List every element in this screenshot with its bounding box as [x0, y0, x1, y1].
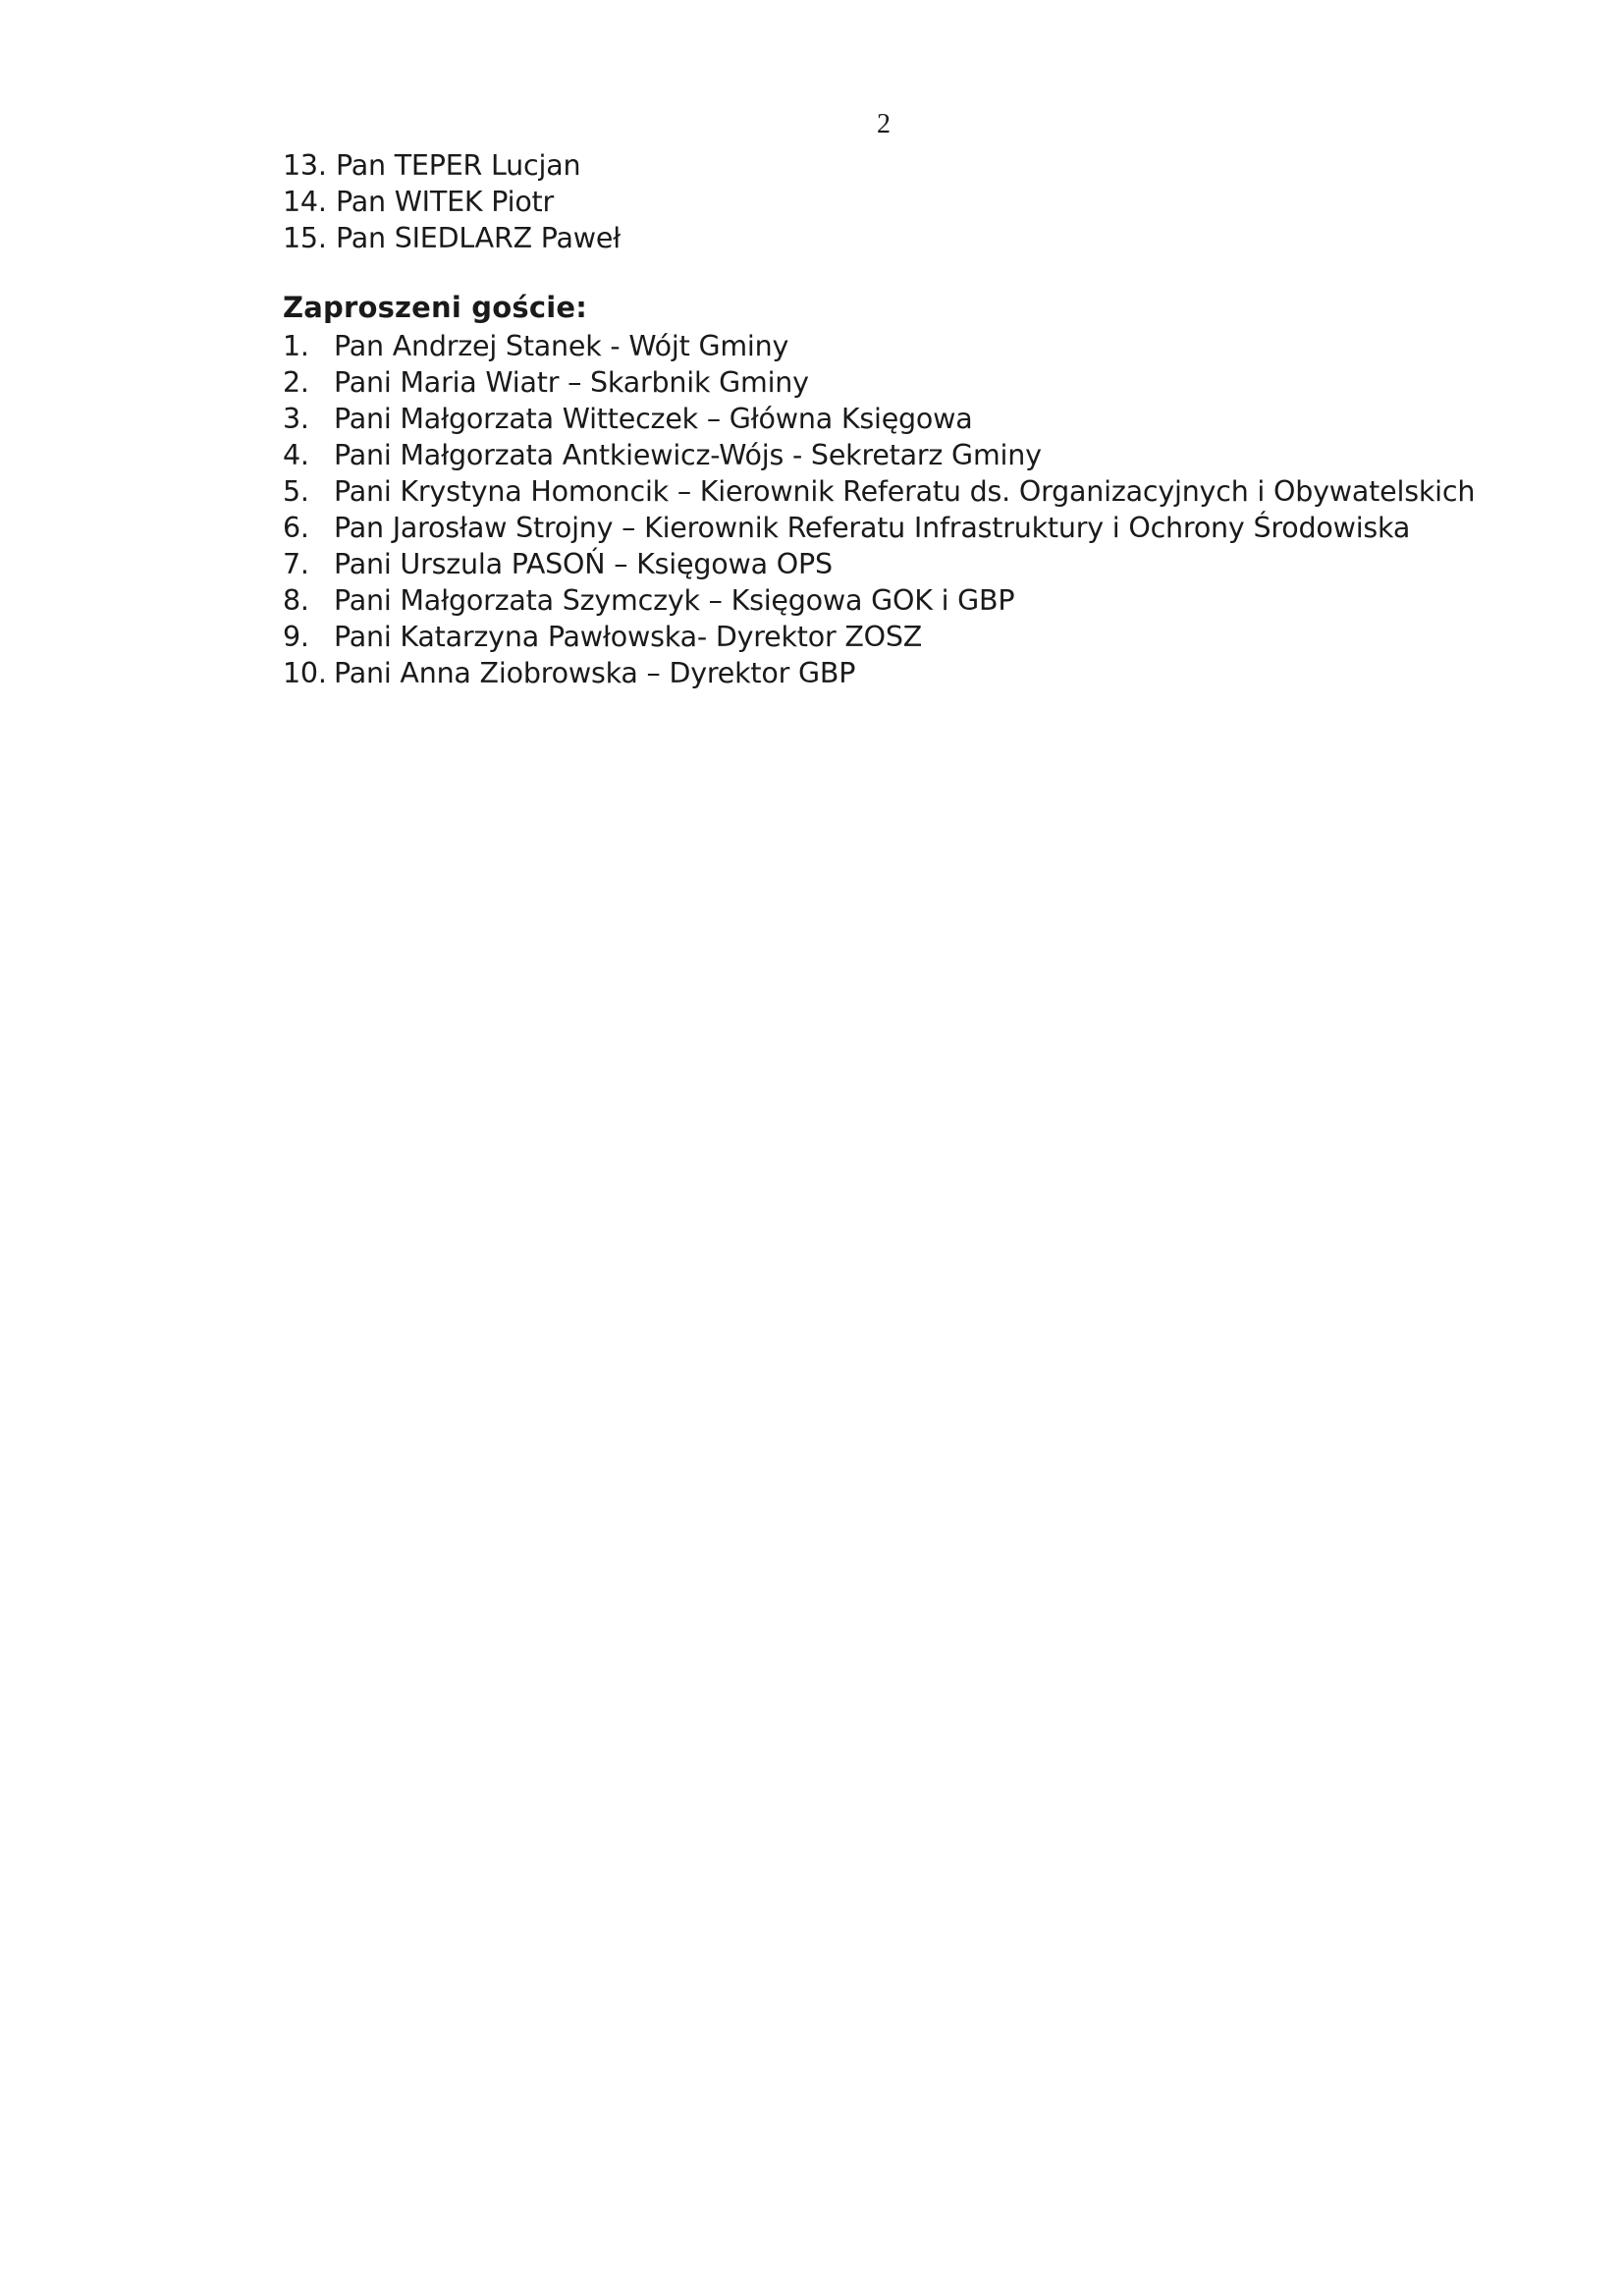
- list-item-text: Pan TEPER Lucjan: [336, 149, 581, 182]
- councillors-list: [283, 147, 1559, 256]
- list-item-number: 10.: [283, 657, 327, 689]
- list-item-number: 6.: [283, 512, 309, 544]
- list-item-text: Pani Małgorzata Witteczek – Główna Księgowa: [334, 403, 973, 435]
- list-item: [283, 401, 1559, 437]
- list-item-number: 7.: [283, 548, 309, 580]
- list-item-number: 15.: [283, 222, 327, 254]
- list-item-text: Pani Małgorzata Szymczyk – Księgowa GOK i GBP: [334, 584, 1015, 617]
- list-item-number: 3.: [283, 403, 309, 435]
- list-item-number: 8.: [283, 584, 309, 617]
- list-item: [283, 437, 1559, 473]
- list-item-number: 14.: [283, 186, 327, 218]
- guests-heading: Zaproszeni goście:: [283, 291, 588, 324]
- document-body: [283, 147, 1559, 691]
- list-item: [283, 473, 1559, 510]
- list-item-text: Pani Anna Ziobrowska – Dyrektor GBP: [334, 657, 856, 689]
- list-item-number: 1.: [283, 330, 309, 362]
- list-item: [283, 364, 1559, 401]
- list-item: [283, 220, 1559, 256]
- list-item-text: Pan Jarosław Strojny – Kierownik Referatu Infrastruktury i Ochrony Środowiska: [334, 512, 1411, 544]
- list-item-text: Pani Katarzyna Pawłowska- Dyrektor ZOSZ: [334, 621, 923, 653]
- list-item: [283, 619, 1559, 655]
- list-item-text: Pani Urszula PASOŃ – Księgowa OPS: [334, 548, 833, 580]
- list-item-number: 4.: [283, 439, 309, 471]
- list-item: [283, 510, 1559, 546]
- list-item-text: Pan WITEK Piotr: [336, 186, 555, 218]
- list-item: [283, 655, 1559, 691]
- list-item: [283, 328, 1559, 364]
- list-item-text: Pan SIEDLARZ Paweł: [336, 222, 622, 254]
- list-item-number: 13.: [283, 149, 327, 182]
- list-item-text: Pani Małgorzata Antkiewicz-Wójs - Sekretarz Gminy: [334, 439, 1042, 471]
- guests-list: [283, 328, 1559, 691]
- list-item: [283, 184, 1559, 220]
- list-item-text: Pani Maria Wiatr – Skarbnik Gminy: [334, 366, 809, 399]
- list-item-text: Pani Krystyna Homoncik – Kierownik Referatu ds. Organizacyjnych i Obywatelskich: [334, 475, 1476, 508]
- list-item-number: 2.: [283, 366, 309, 399]
- list-item-number: 5.: [283, 475, 309, 508]
- list-item: [283, 147, 1559, 184]
- list-item-text: Pan Andrzej Stanek - Wójt Gminy: [334, 330, 789, 362]
- page-number: 2: [877, 109, 891, 139]
- list-item: [283, 546, 1559, 582]
- list-item: [283, 582, 1559, 619]
- list-item-number: 9.: [283, 621, 309, 653]
